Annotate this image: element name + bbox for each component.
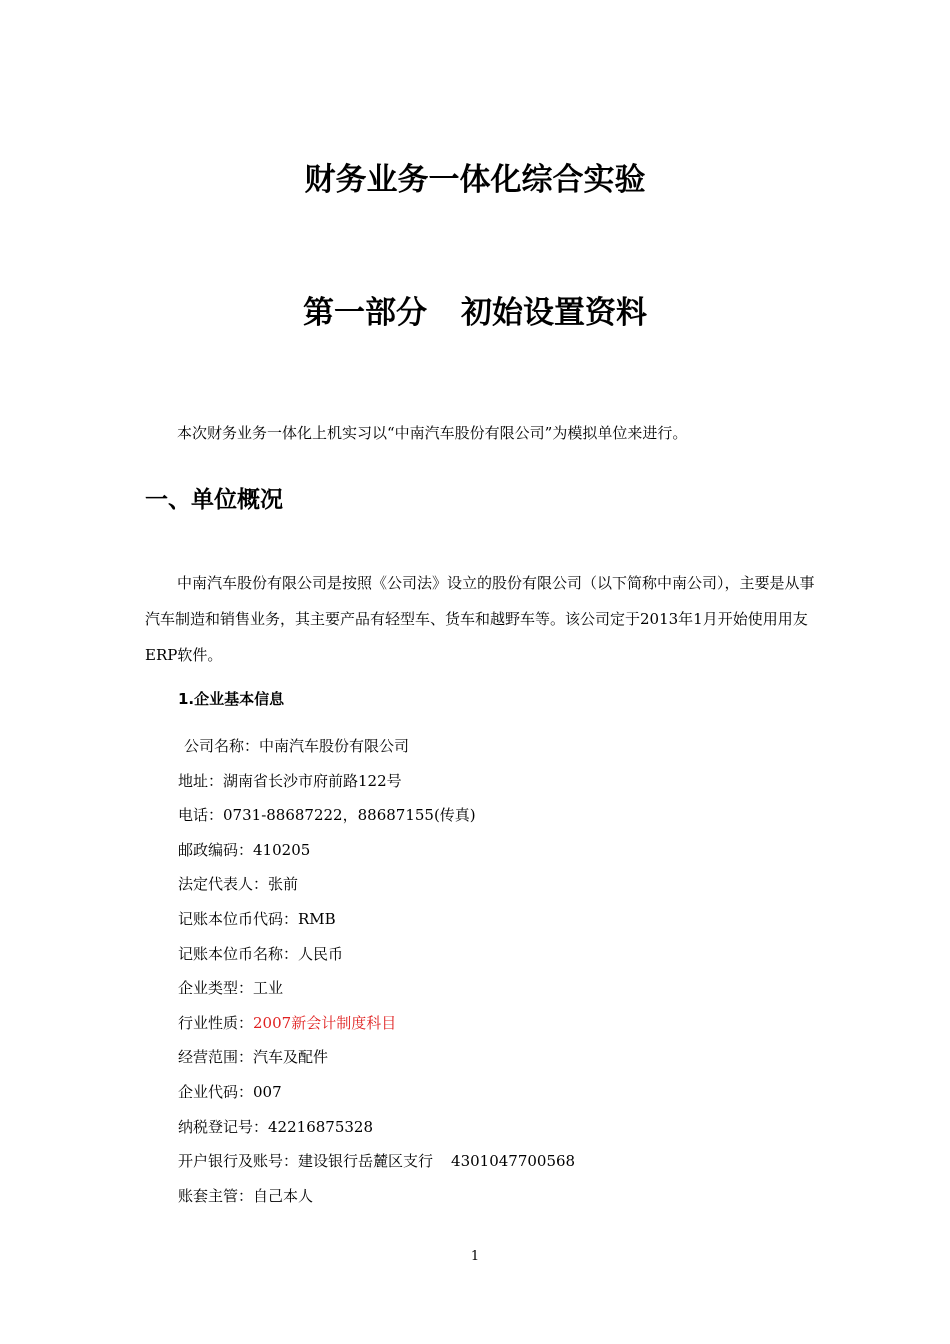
info-item-tax-number: [178, 1115, 575, 1150]
info-value: 中南汽车股份有限公司: [259, 737, 410, 755]
info-item-enterprise-code: [178, 1080, 575, 1115]
info-item-currency-code: [178, 907, 575, 942]
info-label: 账套主管：: [178, 1186, 254, 1205]
info-value-highlighted: 2007新会计制度科目: [253, 1013, 397, 1032]
part-name: 初始设置资料: [461, 295, 647, 331]
part-label: 第一部分: [303, 295, 427, 331]
info-value: RMB: [298, 909, 336, 928]
info-value: 工业: [253, 979, 284, 998]
info-value: 湖南省长沙市府前路122号: [223, 771, 402, 790]
page-number: 1: [470, 1249, 480, 1264]
info-label: 开户银行及账号：: [178, 1152, 299, 1171]
info-label: 经营范围：: [178, 1048, 254, 1067]
info-label: 记账本位币代码：: [178, 909, 299, 928]
company-info-list: [178, 734, 575, 1218]
intro-paragraph: 本次财务业务一体化上机实习以“中南汽车股份有限公司”为模拟单位来进行。: [177, 424, 688, 442]
info-item-postal-code: [178, 838, 575, 873]
bank-account-number: 4301047700568: [451, 1152, 576, 1171]
info-item-legal-representative: [178, 872, 575, 907]
info-value: 汽车及配件: [253, 1048, 329, 1067]
info-item-business-scope: [178, 1045, 575, 1080]
info-value: 007: [253, 1082, 282, 1101]
info-label: 企业类型：: [178, 979, 254, 998]
info-value: 42216875328: [268, 1117, 373, 1136]
document-title: 财务业务一体化综合实验: [304, 162, 646, 198]
info-label: 地址：: [178, 771, 224, 790]
info-label: 纳税登记号：: [178, 1117, 269, 1136]
info-item-company-name: [178, 734, 575, 769]
info-label: 行业性质：: [178, 1013, 254, 1032]
info-value: 0731-88687222，88687155(传真): [223, 806, 476, 825]
info-label: 邮政编码：: [178, 840, 254, 859]
section-heading-unit-overview: 一、单位概况: [145, 487, 283, 513]
info-label: 公司名称：: [184, 737, 260, 755]
info-item-account-supervisor: [178, 1184, 575, 1219]
info-item-industry-nature: [178, 1011, 575, 1046]
info-label: 电话：: [178, 806, 224, 825]
info-label: 记账本位币名称：: [178, 944, 299, 963]
info-item-address: [178, 769, 575, 804]
info-value: 人民币: [298, 944, 344, 963]
info-label: 企业代码：: [178, 1082, 254, 1101]
part-title: [0, 293, 950, 333]
info-value: 自己本人: [253, 1186, 314, 1205]
info-item-enterprise-type: [178, 976, 575, 1011]
info-item-currency-name: [178, 942, 575, 977]
info-item-bank-account: [178, 1149, 575, 1184]
info-value: 建设银行岳麓区支行: [298, 1152, 434, 1171]
info-item-phone: [178, 803, 575, 838]
info-value: 张前: [268, 875, 299, 894]
info-label: 法定代表人：: [178, 875, 269, 894]
info-value: 410205: [253, 840, 311, 859]
subsection-heading-basic-info: 1.企业基本信息: [178, 690, 285, 708]
unit-overview-paragraph: 中南汽车股份有限公司是按照《公司法》设立的股份有限公司（以下简称中南公司），主要是从事汽车制造和销售业务，其主要产品有轻型车、货车和越野车等。该公司定于2013年1月开始使用用友ERP软件。: [145, 574, 815, 664]
